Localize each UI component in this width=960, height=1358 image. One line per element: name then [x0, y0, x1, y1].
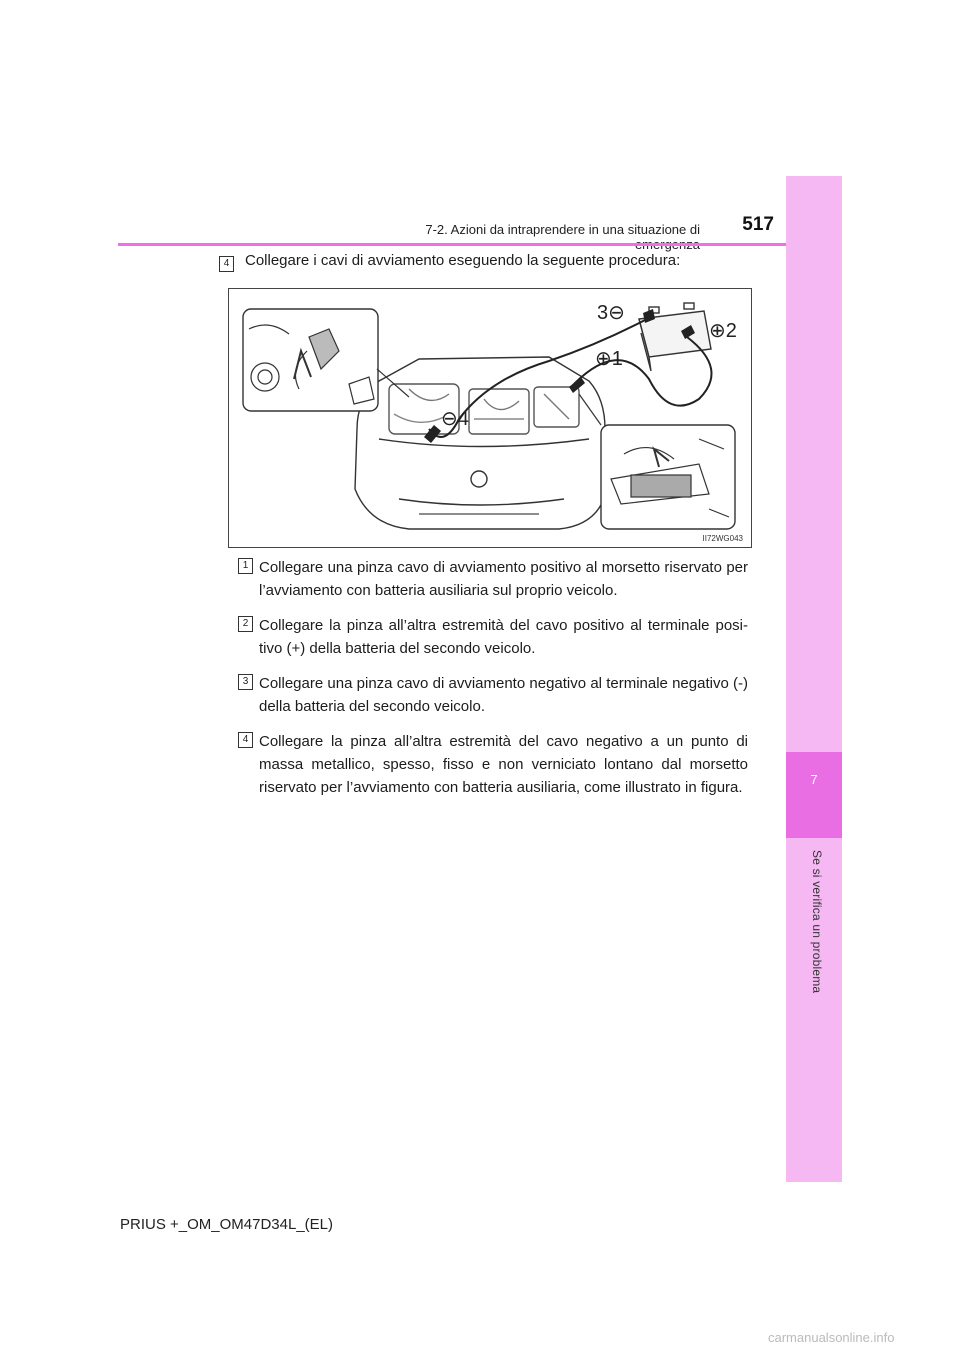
sub-step-list	[238, 556, 748, 811]
figure-callout-1: ⊕1	[595, 348, 623, 370]
sub-step-text: Collegare una pinza cavo di avviamento positivo al morsetto riservato per l’avviamento con batteria ausiliaria sul proprio veicolo.	[259, 559, 748, 599]
engine-bay-diagram	[229, 289, 751, 547]
sub-step	[238, 556, 748, 602]
figure-callout-2: ⊕2	[709, 320, 737, 342]
chapter-number: 7	[810, 772, 818, 787]
watermark: carmanualsonline.info	[768, 1330, 895, 1345]
sub-step-number: 4	[238, 732, 253, 748]
sub-step	[238, 730, 748, 799]
sub-step-text: Collegare la pinza all’altra estremità del cavo positivo al terminale posi-tivo (+) della batteria del secondo veicolo.	[259, 617, 748, 657]
figure-code: II72WG043	[702, 534, 743, 543]
sub-step	[238, 614, 748, 660]
section-title: 7-2. Azioni da intraprendere in una situazione di	[425, 222, 700, 237]
document-code: PRIUS +_OM_OM47D34L_(EL)	[120, 1216, 334, 1233]
page-number: 517	[742, 214, 774, 235]
sub-step-text: Collegare la pinza all’altra estremità del cavo negativo a un punto di massa metallico, spesso, fisso e non verniciato lontano dal morsetto riservato per l’avviamento con batteria ausiliaria, come illustrato in figura.	[259, 733, 748, 796]
figure-callout-3: 3⊖	[597, 302, 625, 324]
header-rule	[118, 243, 786, 246]
figure-callout-4: ⊖4	[441, 408, 469, 430]
sub-step-text: Collegare una pinza cavo di avviamento negativo al terminale negativo (-) della batteria del secondo veicolo.	[259, 675, 748, 715]
sub-step-number: 3	[238, 674, 253, 690]
step-number-badge: 4	[219, 256, 234, 272]
chapter-title: Se si verifica un problema	[810, 850, 824, 994]
sub-step	[238, 672, 748, 718]
sub-step-number: 2	[238, 616, 253, 632]
chapter-number-tab	[786, 752, 842, 838]
step-instruction: Collegare i cavi di avviamento eseguendo la seguente procedura:	[245, 252, 681, 269]
jump-start-illustration	[228, 288, 752, 548]
sub-step-number: 1	[238, 558, 253, 574]
